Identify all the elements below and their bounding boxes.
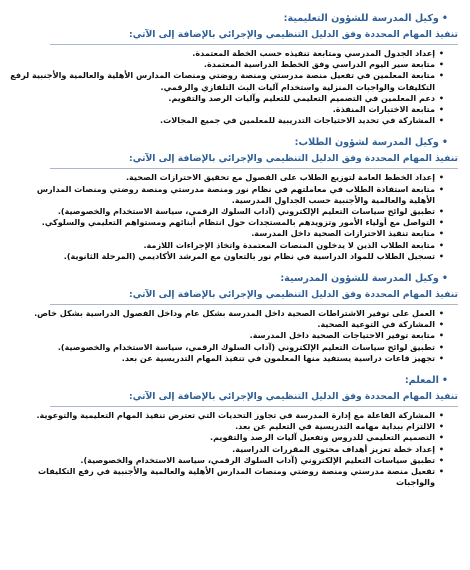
list-item	[10, 172, 444, 183]
list-item-text: تطبيق لوائح سياسات التعليم الإلكتروني (آداب السلوك الرقمي، سياسة الاستخدام والخصوصية).	[57, 341, 435, 352]
list-item	[10, 115, 444, 126]
bullet-icon: •	[438, 184, 444, 194]
section-title	[10, 136, 448, 150]
bullet-icon: •	[438, 309, 444, 319]
bullet-icon: •	[438, 218, 444, 228]
section-bullet: •	[441, 137, 448, 149]
list-item-text: متابعة سير اليوم الدراسي وفق الخطط الدراسية المعتمدة.	[203, 59, 435, 70]
bullet-icon: •	[438, 455, 444, 465]
bullet-icon: •	[438, 342, 444, 352]
section-title-text: وكيل المدرسة للشؤون المدرسية:	[280, 273, 439, 285]
list-item	[10, 432, 444, 443]
bullet-icon: •	[438, 93, 444, 103]
bullet-icon: •	[438, 60, 444, 70]
task-list	[10, 410, 458, 488]
list-item	[10, 48, 444, 59]
task-heading: تنفيذ المهام المحددة وفق الدليل التنظيمي والإجرائي بالإضافة إلى الآتي:	[129, 391, 458, 403]
bullet-icon: •	[438, 240, 444, 250]
list-item	[10, 410, 444, 421]
list-item-text: تسجيل الطلاب للمواد الدراسية في نظام نور بالتعاون مع المرشد الأكاديمي (المرحلة الثانوية).	[63, 250, 435, 261]
list-item	[10, 353, 444, 364]
bullet-icon: •	[438, 331, 444, 341]
task-list	[10, 308, 458, 364]
task-list	[10, 172, 458, 262]
divider	[50, 304, 458, 305]
list-item	[10, 228, 444, 239]
list-item-text: متابعة استفادة الطلاب في معاملتهم في نظام نور ومنصة مدرستي ومنصة روضتي ومنصات المدارس الأهلية والعالمية والأجنبية حسب الجداول المدرسية.	[36, 183, 435, 205]
list-item	[10, 184, 444, 206]
list-item-text: المشاركة في التوعية الصحية.	[317, 319, 435, 330]
bullet-icon: •	[438, 467, 444, 477]
section-title-text: وكيل المدرسة لشؤون الطلاب:	[294, 137, 439, 149]
bullet-icon: •	[438, 173, 444, 183]
bullet-icon: •	[438, 229, 444, 239]
list-item-text: إعداد خطة تعزيز أهداف محتوى المقررات الدراسية.	[232, 443, 435, 454]
list-item	[10, 308, 444, 319]
list-item	[10, 251, 444, 262]
list-item-text: التصميم التعليمي للدروس وتفعيل آليات الرصد والتقويم.	[210, 432, 435, 443]
list-item-text: التواصل مع أولياء الأمور وتزويدهم بالمستجدات حول انتظام أبنائهم ومستواهم التعليمي والسلوكي.	[41, 217, 435, 228]
bullet-icon: •	[438, 49, 444, 58]
bullet-icon: •	[438, 71, 444, 81]
list-item-text: متابعة الاختبارات المنفذة.	[332, 104, 435, 115]
task-list	[10, 48, 458, 126]
section-educational-affairs	[10, 12, 458, 126]
list-item	[10, 319, 444, 330]
list-item	[10, 240, 444, 251]
list-item-text: المشاركة الفاعلة مع إدارة المدرسة في تجاوز التحديات التي تعترض تنفيذ المهام التعليمية والتوعوية.	[36, 410, 435, 421]
section-title	[10, 272, 448, 286]
section-bullet: •	[441, 375, 448, 387]
list-item-text: متابعة الطلاب الذين لا يدخلون المنصات المعتمدة واتخاذ الإجراءات اللازمة.	[143, 239, 435, 250]
section-title	[10, 374, 448, 388]
section-title-text: المعلم:	[404, 375, 439, 387]
task-heading: تنفيذ المهام المحددة وفق الدليل التنظيمي والإجرائي بالإضافة إلى الآتي:	[129, 289, 458, 301]
list-item-text: الالتزام ببداية مهامه التدريسية في التعليم عن بعد.	[235, 421, 435, 432]
bullet-icon: •	[438, 105, 444, 115]
bullet-icon: •	[438, 433, 444, 443]
section-title	[10, 12, 448, 26]
list-item	[10, 217, 444, 228]
section-bullet: •	[441, 13, 448, 24]
list-item-text: تجهيز قاعات دراسية يستفيد منها المعلمون في تنفيذ المهام التدريسية عن بعد.	[121, 352, 435, 363]
bullet-icon: •	[438, 411, 444, 421]
list-item-text: تفعيل منصة مدرستي ومنصة روضتي ومنصات المدارس الأهلية والعالمية والأجنبية في رفع التكليفات والواجبات	[38, 466, 435, 488]
list-item-text: إعداد الجدول المدرسي ومتابعة تنفيذه حسب الخطة المعتمدة.	[192, 48, 435, 58]
section-title-text: وكيل المدرسة للشؤون التعليمية:	[283, 13, 439, 24]
list-item-text: تطبيق لوائح سياسات التعليم الإلكتروني (آداب السلوك الرقمي، سياسة الاستخدام والخصوصية).	[57, 206, 435, 217]
list-item	[10, 70, 444, 92]
bullet-icon: •	[438, 353, 444, 363]
list-item-text: العمل على توفير الاشتراطات الصحية داخل المدرسة بشكل عام وداخل الفصول الدراسية بشكل خاص.	[34, 308, 435, 319]
list-item	[10, 59, 444, 70]
bullet-icon: •	[438, 251, 444, 261]
list-item	[10, 93, 444, 104]
bullet-icon: •	[438, 207, 444, 217]
section-school-affairs	[10, 272, 458, 364]
list-item	[10, 104, 444, 115]
list-item	[10, 206, 444, 217]
task-heading: تنفيذ المهام المحددة وفق الدليل التنظيمي والإجرائي بالإضافة إلى الآتي:	[129, 153, 458, 165]
bullet-icon: •	[438, 422, 444, 432]
task-heading: تنفيذ المهام المحددة وفق الدليل التنظيمي والإجرائي بالإضافة إلى الآتي:	[129, 29, 458, 40]
list-item	[10, 421, 444, 432]
list-item-text: متابعة توفير الاحتياجات الصحية داخل المدرسة.	[249, 330, 435, 341]
list-item	[10, 342, 444, 353]
list-item-text: إعداد الخطط العامة لتوزيع الطلاب على الفصول مع تحقيق الاحترازات الصحية.	[125, 172, 435, 183]
bullet-icon: •	[438, 444, 444, 454]
list-item	[10, 466, 444, 488]
list-item	[10, 330, 444, 341]
bullet-icon: •	[438, 320, 444, 330]
divider	[50, 406, 458, 407]
list-item	[10, 455, 444, 466]
list-item-text: دعم المعلمين في التصميم التعليمي للتعليم وآليات الرصد والتقويم.	[168, 92, 435, 103]
list-item-text: المشاركة في تحديد الاحتياجات التدريبية للمعلمين في جميع المجالات.	[160, 115, 435, 126]
list-item	[10, 444, 444, 455]
bullet-icon: •	[438, 116, 444, 126]
list-item-text: متابعة المعلمين في تفعيل منصة مدرستي ومنصة روضتي ومنصات المدارس الأهلية والعالمية والأجنبية لرفع التكليفات والواجبات المنزلية واستخدام آليات البث التلفازي والرقمي.	[10, 70, 435, 92]
list-item-text: تطبيق سياسات التعليم الإلكتروني (آداب السلوك الرقمي، سياسة الاستخدام والخصوصية).	[80, 454, 435, 465]
list-item-text: متابعة تنفيذ الاحترازات الصحية داخل المدرسة.	[251, 228, 435, 239]
divider	[50, 168, 458, 169]
section-bullet: •	[441, 273, 448, 285]
section-teacher	[10, 374, 458, 488]
section-student-affairs	[10, 136, 458, 262]
divider	[50, 44, 458, 45]
